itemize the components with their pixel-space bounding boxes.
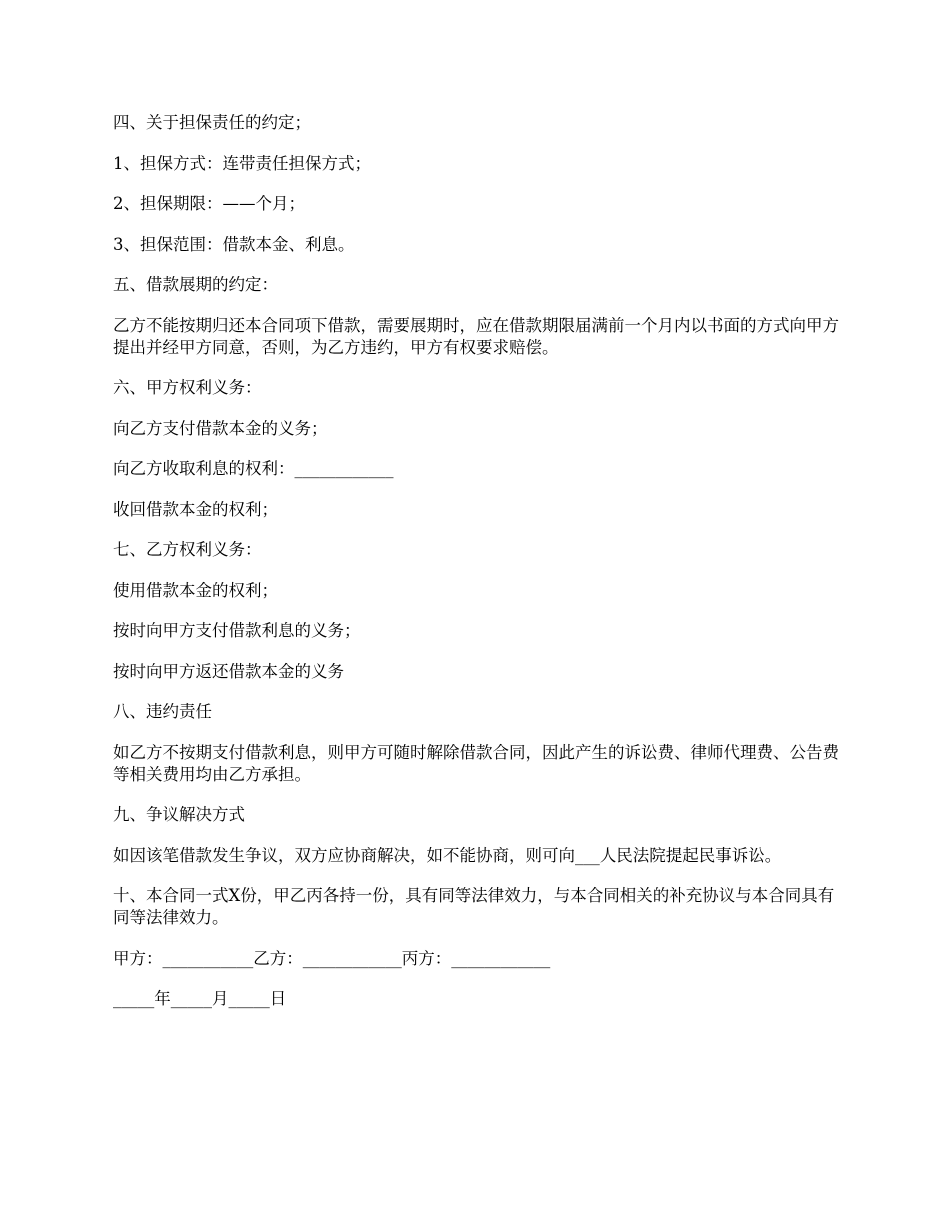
- document-body: [113, 112, 843, 1029]
- party-a-duty-pay: 向乙方支付借款本金的义务；: [113, 418, 328, 438]
- party-b-right-use: 使用借款本金的权利；: [113, 580, 278, 600]
- guarantee-scope: 3、担保范围：借款本金、利息。: [113, 234, 355, 254]
- section-7-heading: 七、乙方权利义务：: [113, 540, 262, 559]
- breach-clause: 如乙方不按期支付借款利息，则甲方可随时解除借款合同，因此产生的诉讼费、律师代理费、公告费等相关费用均由乙方承担。: [113, 742, 839, 784]
- section-9-heading: 九、争议解决方式: [113, 805, 245, 824]
- date-line: _____年_____月_____日: [113, 989, 287, 1008]
- section-8-heading: 八、违约责任: [113, 702, 212, 721]
- section-5-heading: 五、借款展期的约定：: [113, 275, 278, 294]
- guarantee-period: 2、担保期限：——个月；: [113, 194, 305, 213]
- section-4-heading: 四、关于担保责任的约定；: [113, 113, 311, 132]
- section-10-clause: 十、本合同一式X份，甲乙丙各持一份，具有同等法律效力，与本合同相关的补充协议与本合同具有同等法律效力。: [113, 886, 835, 927]
- signature-line: 甲方：___________乙方：____________丙方：____________: [113, 948, 551, 968]
- party-b-duty-return: 按时向甲方返还借款本金的义务: [113, 661, 344, 681]
- party-a-right-recover: 收回借款本金的权利；: [113, 499, 278, 519]
- guarantee-method: 1、担保方式：连带责任担保方式；: [113, 153, 371, 173]
- extension-clause: 乙方不能按期归还本合同项下借款，需要展期时，应在借款期限届满前一个月内以书面的方式向甲方提出并经甲方同意，否则，为乙方违约，甲方有权要求赔偿。: [113, 315, 839, 357]
- dispute-clause: 如因该笔借款发生争议，双方应协商解决，如不能协商，则可向___人民法院提起民事诉讼。: [113, 845, 782, 865]
- section-6-heading: 六、甲方权利义务：: [113, 378, 262, 397]
- party-b-duty-interest: 按时向甲方支付借款利息的义务；: [113, 621, 361, 640]
- party-a-right-interest: 向乙方收取利息的权利：____________: [113, 459, 394, 478]
